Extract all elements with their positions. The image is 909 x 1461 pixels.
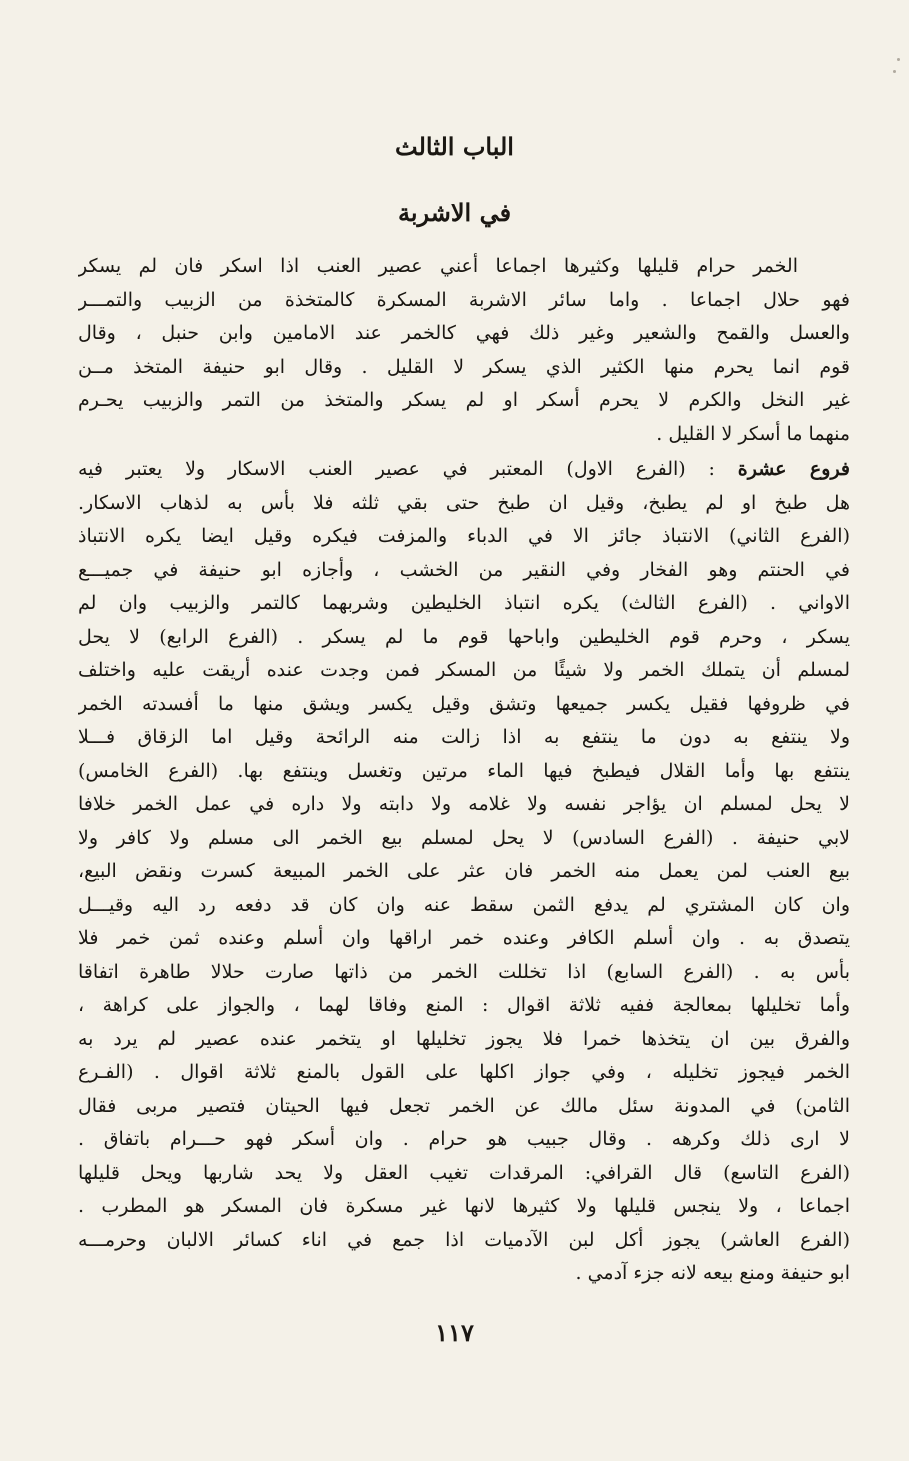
text-line: ولا ينتفع به دون ما ينتفع به اذا زالت منه الرائحة وقيل اما الزقاق فـــلا (78, 726, 850, 748)
text-line: فهو حلال اجماعا . واما سائر الاشربة المسكرة كالمتخذة من الزبيب والتمـــر (78, 288, 850, 311)
text-line: غير النخل والكرم لا يحرم أسكر او لم يسكر والمتخذ من التمر والزبيب يحـرم (78, 389, 850, 411)
text-line: لمسلم أن يتملك الخمر ولا شيئًا من المسكر فمن وجدت عنده أريقت عليه واختلف (78, 659, 850, 681)
scan-speck (893, 70, 896, 73)
text-line: ابو حنيفة ومنع بيعه لانه جزء آدمي . (575, 1262, 850, 1284)
page-number: ١١٧ (435, 1318, 474, 1347)
text-line: والفرق بين ان يتخذها خمرا فلا يجوز تخليلها او يتخمر عنده عصير لم يرد به (78, 1027, 850, 1050)
text-line: (الفرع الثاني) الانتباذ جائز الا في الدباء والمزفت فيكره وقيل ايضا يكره الانتباذ (78, 525, 850, 547)
text-line: يسكر ، وحرم قوم الخليطين واباحها قوم ما لم يسكر . (الفرع الرابع) لا يحل (78, 625, 850, 648)
paragraph-furu (78, 453, 850, 1291)
chapter-subtitle: في الاشربة (397, 198, 512, 227)
text-line: قوم انما يحرم منها الكثير الذي يسكر لا القليل . وقال ابو حنيفة المتخذ مــن (78, 355, 850, 378)
text-line: لا يحل لمسلم ان يؤاجر نفسه ولا غلامه ولا دابته ولا داره في عمل الخمر خلافا (78, 793, 850, 815)
text-line: الثامن) في المدونة سئل مالك عن الخمر تجعل فيها الحيتان فتصير مربى فقال (78, 1094, 850, 1117)
text-line: وان كان المشتري لم يدفع الثمن سقط عنه وان كان قد دفعه رد اليه وقيـــل (78, 893, 850, 916)
page-body (78, 250, 850, 1291)
text-line: بأس به . (الفرع السابع) اذا تخللت الخمر من ذاتها صارت حلالا طاهرة اتفاقا (78, 960, 850, 983)
text-line (78, 453, 850, 487)
text-line: الاواني . (الفرع الثالث) يكره انتباذ الخليطين وشربهما كالتمر والزبيب وان لم (78, 592, 850, 614)
text-segment: : (الفرع الاول) المعتبر في عصير العنب الاسكار ولا يعتبر فيه (78, 458, 715, 480)
section-lead: فروع عشرة (737, 458, 850, 480)
text-line: والعسل والقمح والشعير وغير ذلك فهي كالخمر عند الامامين وابن حنبل ، وقال (78, 322, 850, 344)
text-line: وأما تخليلها بمعالجة ففيه ثلاثة اقوال : المنع وفاقا لهما ، والجواز على كراهة ، (78, 994, 850, 1016)
text-line: منهما ما أسكر لا القليل . (656, 422, 850, 445)
text-line: ينتفع بها وأما القلال فيطبخ فيها الماء مرتين وتغسل وينتفع بها. (الفرع الخامس) (78, 759, 850, 782)
text-line: في ظروفها فقيل يكسر جميعها وتشق وقيل يكسر ويشق منها ما أفسدته الخمر (78, 692, 850, 715)
text-line: (الفرع التاسع) قال القرافي: المرقدات تغيب العقل ولا يحد شاربها ويحل قليلها (78, 1161, 850, 1184)
scan-speck (897, 58, 900, 61)
text-line: لابي حنيفة . (الفرع السادس) لا يحل لمسلم بيع الخمر الى مسلم ولا كافر ولا (78, 826, 850, 849)
text-line: الخمر حرام قليلها وكثيرها اجماعا أعني عصير العنب اذا اسكر فان لم يسكر (78, 255, 798, 277)
furu-lines (78, 487, 850, 1291)
text-line: اجماعا ، ولا ينجس قليلها ولا كثيرها لانها غير مسكرة فان المسكر هو المطرب . (78, 1195, 850, 1217)
text-line: لا ارى ذلك وكرهه . وقال جبيب هو حرام . وان أسكر فهو حـــرام باتفاق . (78, 1128, 850, 1150)
text-line: الخمر فيجوز تخليله ، وفي جواز اكلها على القول بالمنع ثلاثة اقوال . (الفـرع (78, 1061, 850, 1083)
text-line: بيع العنب لمن يعمل منه الخمر فان عثر على الخمر المبيعة كسرت ونقض البيع، (78, 860, 850, 882)
text-line: في الحنتم وهو الفخار وفي النقير من الخشب ، وأجازه ابو حنيفة في جميـــع (78, 558, 850, 581)
text-line: يتصدق به . وان أسلم الكافر وعنده خمر اراقها وان أسلم وعنده ثمن خمر فلا (78, 927, 850, 949)
text-line: (الفرع العاشر) يجوز أكل لبن الآدميات اذا جمع في اناء كسائر الالبان وحرمـــه (78, 1228, 850, 1251)
chapter-title: الباب الثالث (395, 132, 514, 161)
text-line: هل طبخ او لم يطبخ، وقيل ان طبخ حتى بقي ثلثه فلا بأس به لذهاب الاسكار. (78, 491, 850, 514)
paragraph-intro (78, 250, 850, 451)
